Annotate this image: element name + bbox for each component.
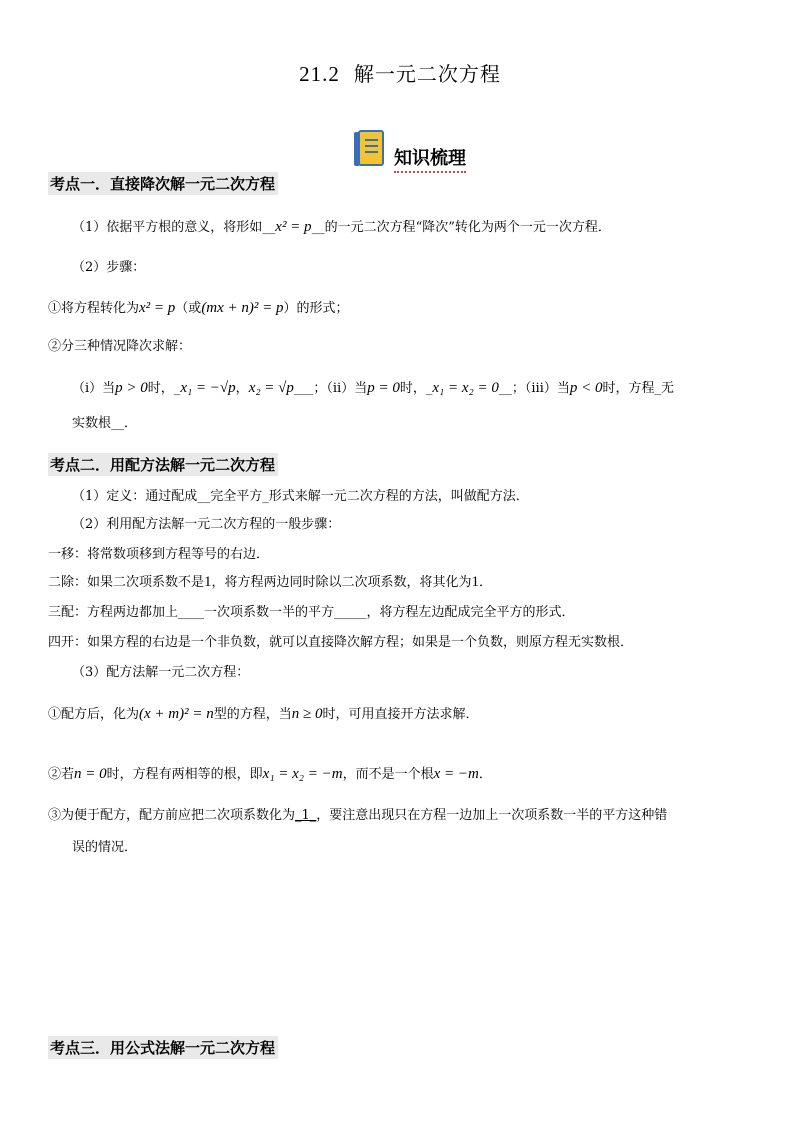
s2-line-11: 误的情况．	[72, 840, 138, 855]
s2-line-6: 四开：如果方程的右边是一个非负数，就可以直接降次解方程；如果是一个负数，则原方程无实数根．	[48, 635, 634, 650]
s2-line-3: 一移：将常数项移到方程等号的右边．	[48, 547, 270, 562]
s2-line-4: 二除：如果二次项系数不是1，将方程两边同时除以二次项系数，将其化为1．	[48, 574, 493, 590]
badge-label: 知识梳理	[394, 144, 466, 173]
s2-line-1: （1）定义：通过配成__完全平方_形式来解一元二次方程的方法，叫做配方法．	[72, 489, 529, 504]
s2-line-9: ②若n = 0时，方程有两相等的根，即x₁ = x₂ = −m，而不是一个根x = −m．	[48, 766, 492, 782]
s1-paragraph-5: （ⅰ）当p > 0时，_x₁ = −√p，x₂ = √p___；（ⅱ）当p = 0时，_x₁ = x₂ = 0__；（ⅲ）当p < 0时，方程_无	[72, 380, 675, 396]
page-title	[0, 58, 800, 87]
title-number: 21.2	[299, 62, 340, 86]
s1-paragraph-2: （2）步骤：	[72, 260, 146, 275]
s2-line-10: ③为便于配方，配方前应把二次项系数化为_1_，要注意出现只在方程一边加上一次项系数一半的平方这种错	[48, 808, 668, 823]
s1-paragraph-6: 实数根__．	[72, 416, 138, 431]
s2-line-7: （3）配方法解一元二次方程：	[72, 665, 250, 680]
book-icon	[354, 130, 386, 168]
s2-line-5: 三配：方程两边都加上____一次项系数一半的平方_____，将方程左边配成完全平方的形式．	[48, 605, 575, 620]
s2-line-8: ①配方后，化为(x + m)² = n型的方程，当n ≥ 0时，可用直接开方法求解．	[48, 706, 479, 722]
s1-paragraph-1: （1）依据平方根的意义，将形如__x² = p__的一元二次方程“降次”转化为两个一元一次方程．	[72, 219, 611, 235]
s1-paragraph-3: ①将方程转化为x² = p（或(mx + n)² = p）的形式；	[48, 300, 349, 316]
s1-paragraph-4: ②分三种情况降次求解：	[48, 339, 192, 354]
s2-line-2: （2）利用配方法解一元二次方程的一般步骤：	[72, 517, 341, 532]
section-heading-2: 考点二．用配方法解一元二次方程	[48, 453, 278, 476]
title-text: 解一元二次方程	[353, 62, 501, 86]
section-heading-1: 考点一．直接降次解一元二次方程	[48, 172, 278, 195]
section-heading-3: 考点三．用公式法解一元二次方程	[48, 1036, 278, 1059]
